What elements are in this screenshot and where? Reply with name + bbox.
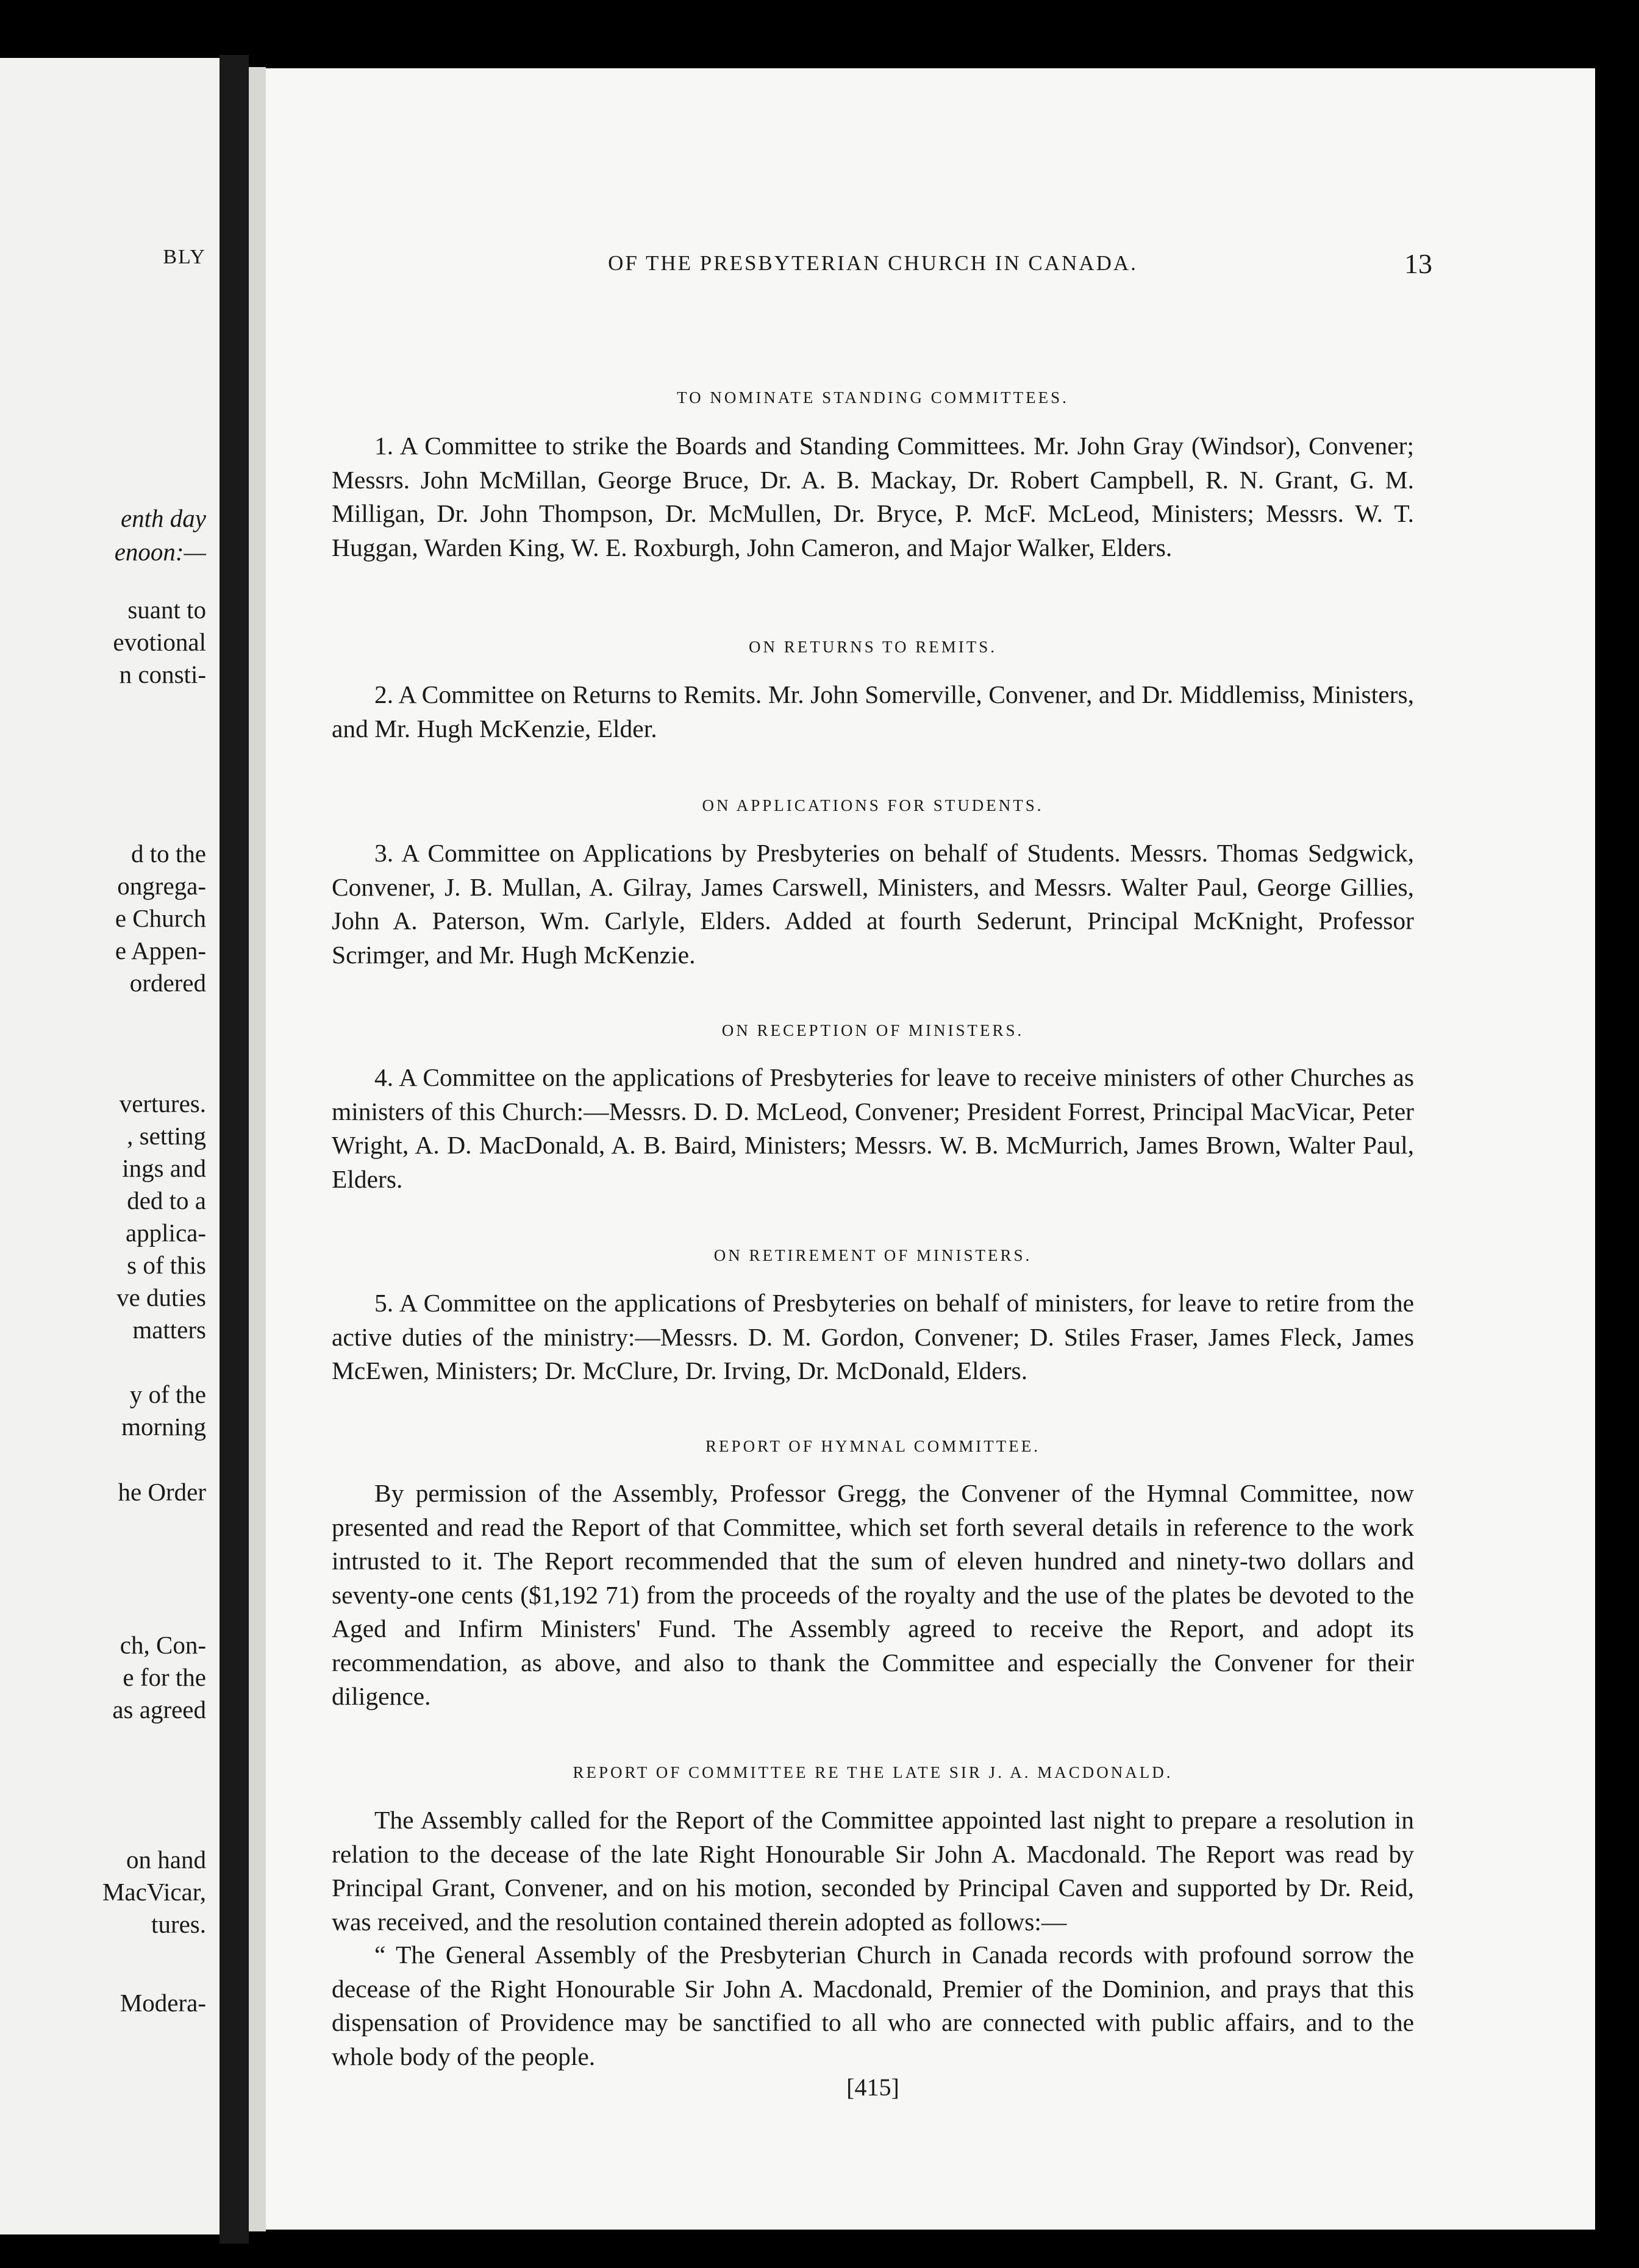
paragraph: “ The General Assembly of the Presbyterian Church in Canada records with profound sorrow the decease of the Right Honourable Sir John A. Macdonald, Premier of the Dominion, and prays that this dispensation of Providence may be sanctified to all who are connected with public affairs, and to the whole body of the people. — [332, 1941, 1414, 2070]
right-page — [266, 68, 1595, 2230]
left-running-head-fragment: BLY — [163, 246, 206, 268]
paragraph: 3. A Committee on Applications by Presbyteries on behalf of Students. Messrs. Thomas Sedgwick, Convener, J. B. Mullan, A. Gilray, James Carswell, Ministers, and Messrs. Walter Paul, George Gillies, John A. Paterson, Wm. Carlyle, Elders. Added at fourth Sederunt, Principal McKnight, Professor Scrimger, and Mr. Hugh McKenzie. — [332, 839, 1414, 969]
binding-gutter — [220, 55, 249, 2244]
paragraph: 1. A Committee to strike the Boards and Standing Committees. Mr. John Gray (Windsor), Convener; Messrs. John McMillan, George Bruce, Dr. A. B. Mackay, Dr. Robert Campbell, R. N. Grant, G. M. Milligan, Dr. John Thompson, Dr. McMullen, Dr. Bryce, P. McF. McLeod, Ministers; Messrs. W. T. Huggan, Warden King, W. E. Roxburgh, John Cameron, and Major Walker, Elders. — [332, 432, 1414, 562]
left-text-fragment: y of the — [129, 1380, 206, 1408]
section-heading: ON RECEPTION OF MINISTERS. — [721, 1021, 1024, 1040]
left-text-fragment: tures. — [151, 1910, 206, 1938]
left-text-fragment: as agreed — [112, 1696, 206, 1724]
left-text-fragment: e for the — [123, 1663, 206, 1691]
left-text-fragment: enth day — [120, 504, 206, 532]
left-text-fragment: MacVicar, — [102, 1878, 206, 1906]
left-text-fragment: suant to — [127, 596, 206, 624]
left-facing-page — [0, 58, 220, 2234]
paragraph: 2. A Committee on Returns to Remits. Mr. John Somerville, Convener, and Dr. Middlemiss, Ministers, and Mr. Hugh McKenzie, Elder. — [332, 680, 1414, 743]
left-text-fragment: ings and — [122, 1154, 206, 1182]
section-heading: REPORT OF COMMITTEE RE THE LATE SIR J. A. MACDONALD. — [573, 1763, 1173, 1781]
left-text-fragment: ordered — [129, 969, 206, 997]
left-text-fragment: d to the — [131, 840, 206, 868]
folio: [415] — [846, 2074, 899, 2101]
left-text-fragment: s of this — [127, 1251, 206, 1279]
left-text-fragment: vertures. — [119, 1089, 206, 1118]
page-edge — [249, 67, 266, 2231]
left-text-fragment: on hand — [126, 1845, 206, 1874]
section-heading: TO NOMINATE STANDING COMMITTEES. — [677, 388, 1069, 407]
left-text-fragment: ongrega- — [117, 872, 206, 900]
left-text-fragment: applica- — [125, 1219, 206, 1247]
left-text-fragment: ve duties — [116, 1283, 206, 1311]
running-head — [332, 248, 1432, 282]
paragraph: By permission of the Assembly, Professor Gregg, the Convener of the Hymnal Committee, now presented and read the Report of that Committee, which set forth several details in reference to the work intrusted to it. The Report recommended that the sum of eleven hundred and ninety-two dollars and seventy-one cents ($1,192 71) from the proceeds of the royalty and the use of the plates be devoted to the Aged and Infirm Ministers' Fund. The Assembly agreed to receive the Report, and adopt its recommendation, as above, and also to thank the Committee and especially the Convener for their diligence. — [332, 1479, 1414, 1710]
paragraph: 5. A Committee on the applications of Presbyteries on behalf of ministers, for leave to retire from the active duties of the ministry:—Messrs. D. M. Gordon, Convener; D. Stiles Fraser, James Fleck, James McEwen, Ministers; Dr. McClure, Dr. Irving, Dr. McDonald, Elders. — [332, 1289, 1414, 1385]
left-text-fragment: morning — [121, 1413, 206, 1441]
page-number: 13 — [1404, 248, 1432, 279]
section-heading: ON RETIREMENT OF MINISTERS. — [713, 1246, 1032, 1264]
running-title: OF THE PRESBYTERIAN CHURCH IN CANADA. — [608, 251, 1138, 275]
left-text-fragment: n consti- — [119, 660, 206, 688]
section-heading: ON RETURNS TO REMITS. — [748, 638, 998, 656]
left-text-fragment: , setting — [127, 1122, 206, 1150]
left-text-fragment: enoon:— — [114, 538, 206, 566]
paragraph: 4. A Committee on the applications of Presbyteries for leave to receive ministers of other Churches as ministers of this Church:—Messrs. D. D. McLeod, Convener; President Forrest, Principal MacVicar, Peter Wright, A. D. MacDonald, A. B. Baird, Ministers; Messrs. W. B. McMurrich, James Brown, Walter Paul, Elders. — [332, 1063, 1414, 1193]
left-text-fragment: Modera- — [120, 1989, 206, 2017]
section-heading: REPORT OF HYMNAL COMMITTEE. — [705, 1437, 1040, 1455]
left-text-fragment: he Order — [118, 1478, 206, 1506]
left-text-fragment: ded to a — [127, 1186, 206, 1214]
left-text-fragment: evotional — [113, 628, 206, 656]
section-heading: ON APPLICATIONS FOR STUDENTS. — [702, 796, 1044, 815]
left-text-fragment: e Church — [115, 904, 206, 932]
left-text-fragment: matters — [132, 1316, 206, 1344]
left-text-fragment: ch, Con- — [120, 1631, 206, 1659]
left-text-fragment: e Appen- — [115, 936, 206, 965]
paragraph: The Assembly called for the Report of the Committee appointed last night to prepare a resolution in relation to the decease of the late Right Honourable Sir John A. Macdonald. The Report was read by Principal Grant, Convener, and on his motion, seconded by Principal Caven and supported by Dr. Reid, was received, and the resolution contained therein adopted as follows:— — [332, 1806, 1414, 1936]
